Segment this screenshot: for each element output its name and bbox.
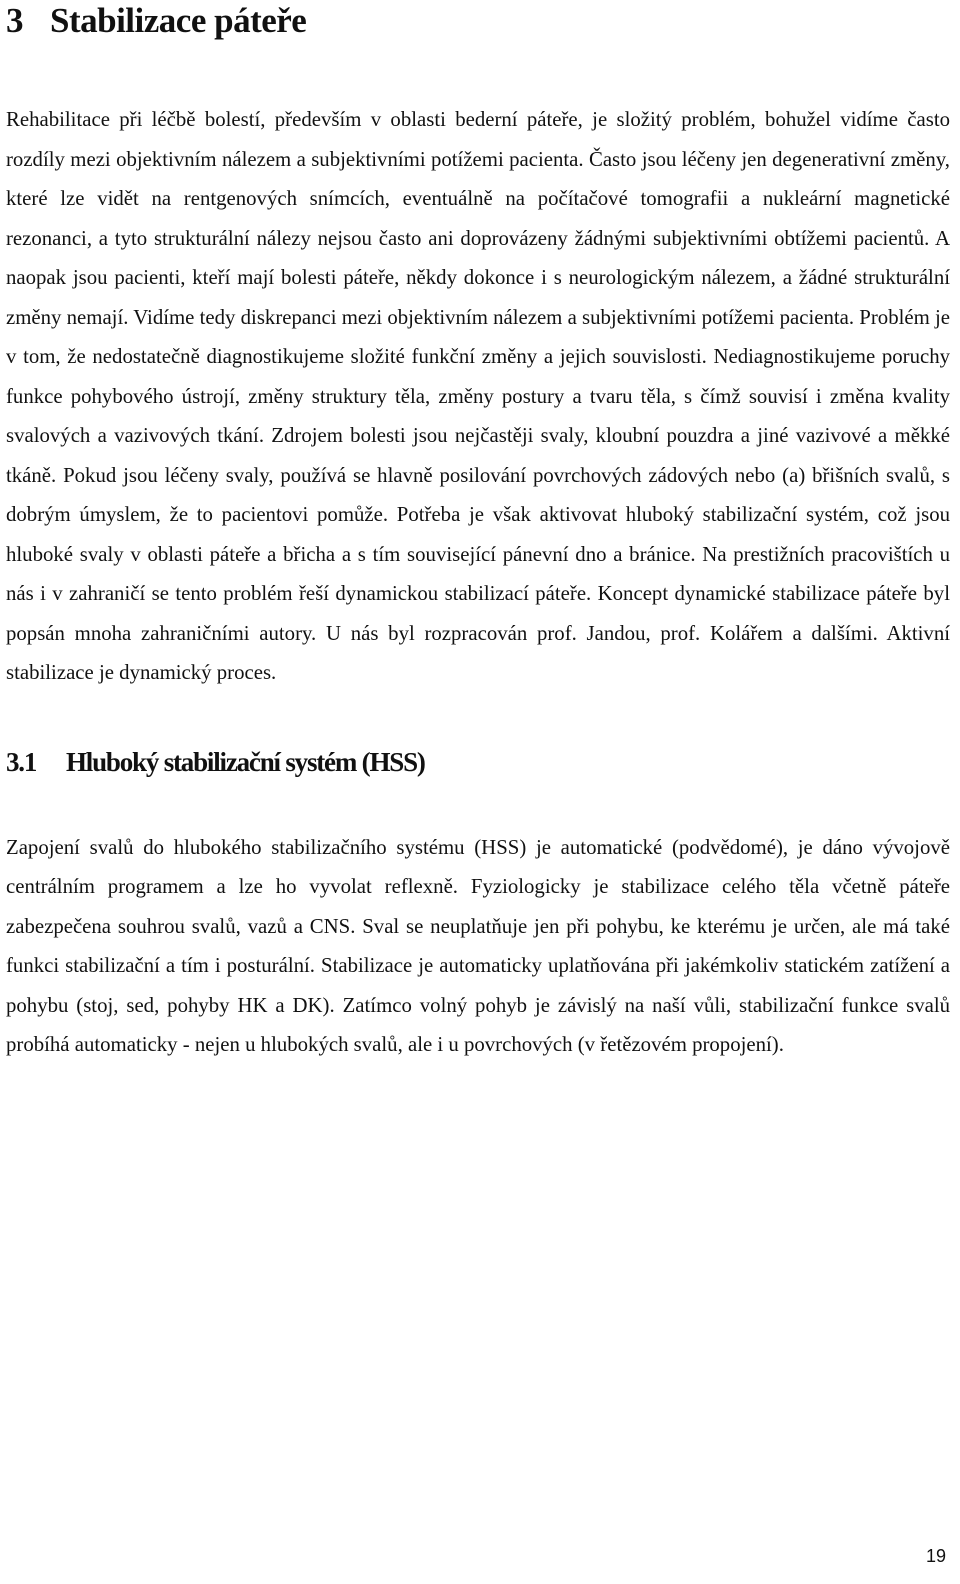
section-paragraph: Rehabilitace při léčbě bolestí, především v oblasti bederní páteře, je složitý problém, bohužel vidíme často rozdíly mezi objektivním nálezem a subjektivními potížemi pacienta. Často jsou léčeny jen degenerativní změny, které lze vidět na rentgenových snímcích, eventuálně na počítačové tomografii a nukleární magnetické rezonanci, a tyto strukturální nálezy nejsou často ani doprovázeny žádnými subjektivními obtížemi pacientů. A naopak jsou pacienti, kteří mají bolesti páteře, někdy dokonce i s neurologickým nálezem, a žádné strukturální změny nemají. Vidíme tedy diskrepanci mezi objektivním nálezem a subjektivními potížemi pacienta. Problém je v tom, že nedostatečně diagnostikujeme složité funkční změny a jejich souvislosti. Nediagnostikujeme poruchy funkce pohybového ústrojí, změny struktury těla, změny postury a tvaru těla, s čímž souvisí i změna kvality svalových a vazivových tkání. Zdrojem bolesti jsou nejčastěji svaly, kloubní pouzdra a jiné vazivové a měkké tkáně. Pokud jsou léčeny svaly, používá se hlavně posilování povrchových zádových nebo (a) břišních svalů, s dobrým úmyslem, že to pacientovi pomůže. Potřeba je však aktivovat hluboký stabilizační systém, což jsou hluboké svaly v oblasti páteře a břicha a s tím související pánevní dno a bránice. Na prestižních pracovištích u nás i v zahraničí se tento problém řeší dynamickou stabilizací páteře. Koncept dynamické stabilizace páteře byl popsán mnoha zahraničními autory. U nás byl rozpracován prof. Jandou, prof. Kolářem a dalšími. Aktivní stabilizace je dynamický proces. (6, 108, 950, 684)
subsection-number: 3.1 (6, 746, 37, 777)
subsection-heading (6, 743, 950, 781)
section-heading (6, 0, 950, 42)
subsection-title: Hluboký stabilizační systém (HSS) (66, 746, 425, 777)
subsection-paragraph: Zapojení svalů do hlubokého stabilizačního systému (HSS) je automatické (podvědomé), je dáno vývojově centrálním programem a lze ho vyvolat reflexně. Fyziologicky je stabilizace celého těla včetně páteře zabezpečena souhrou svalů, vazů a CNS. Sval se neuplatňuje jen při pohybu, ke kterému je určen, ale má také funkci stabilizační a tím i posturální. Stabilizace je automaticky uplatňována při jakémkoliv statickém zatížení a pohybu (stoj, sed, pohyby HK a DK). Zatímco volný pohyb je závislý na naší vůli, stabilizační funkce svalů probíhá automaticky - nejen u hlubokých svalů, ale i u povrchových (v řetězovém propojení). (6, 835, 950, 1056)
section-title: Stabilizace páteře (50, 1, 307, 40)
section-number: 3 (6, 1, 23, 40)
document-page (6, 0, 950, 1065)
page-number: 19 (925, 1546, 946, 1566)
